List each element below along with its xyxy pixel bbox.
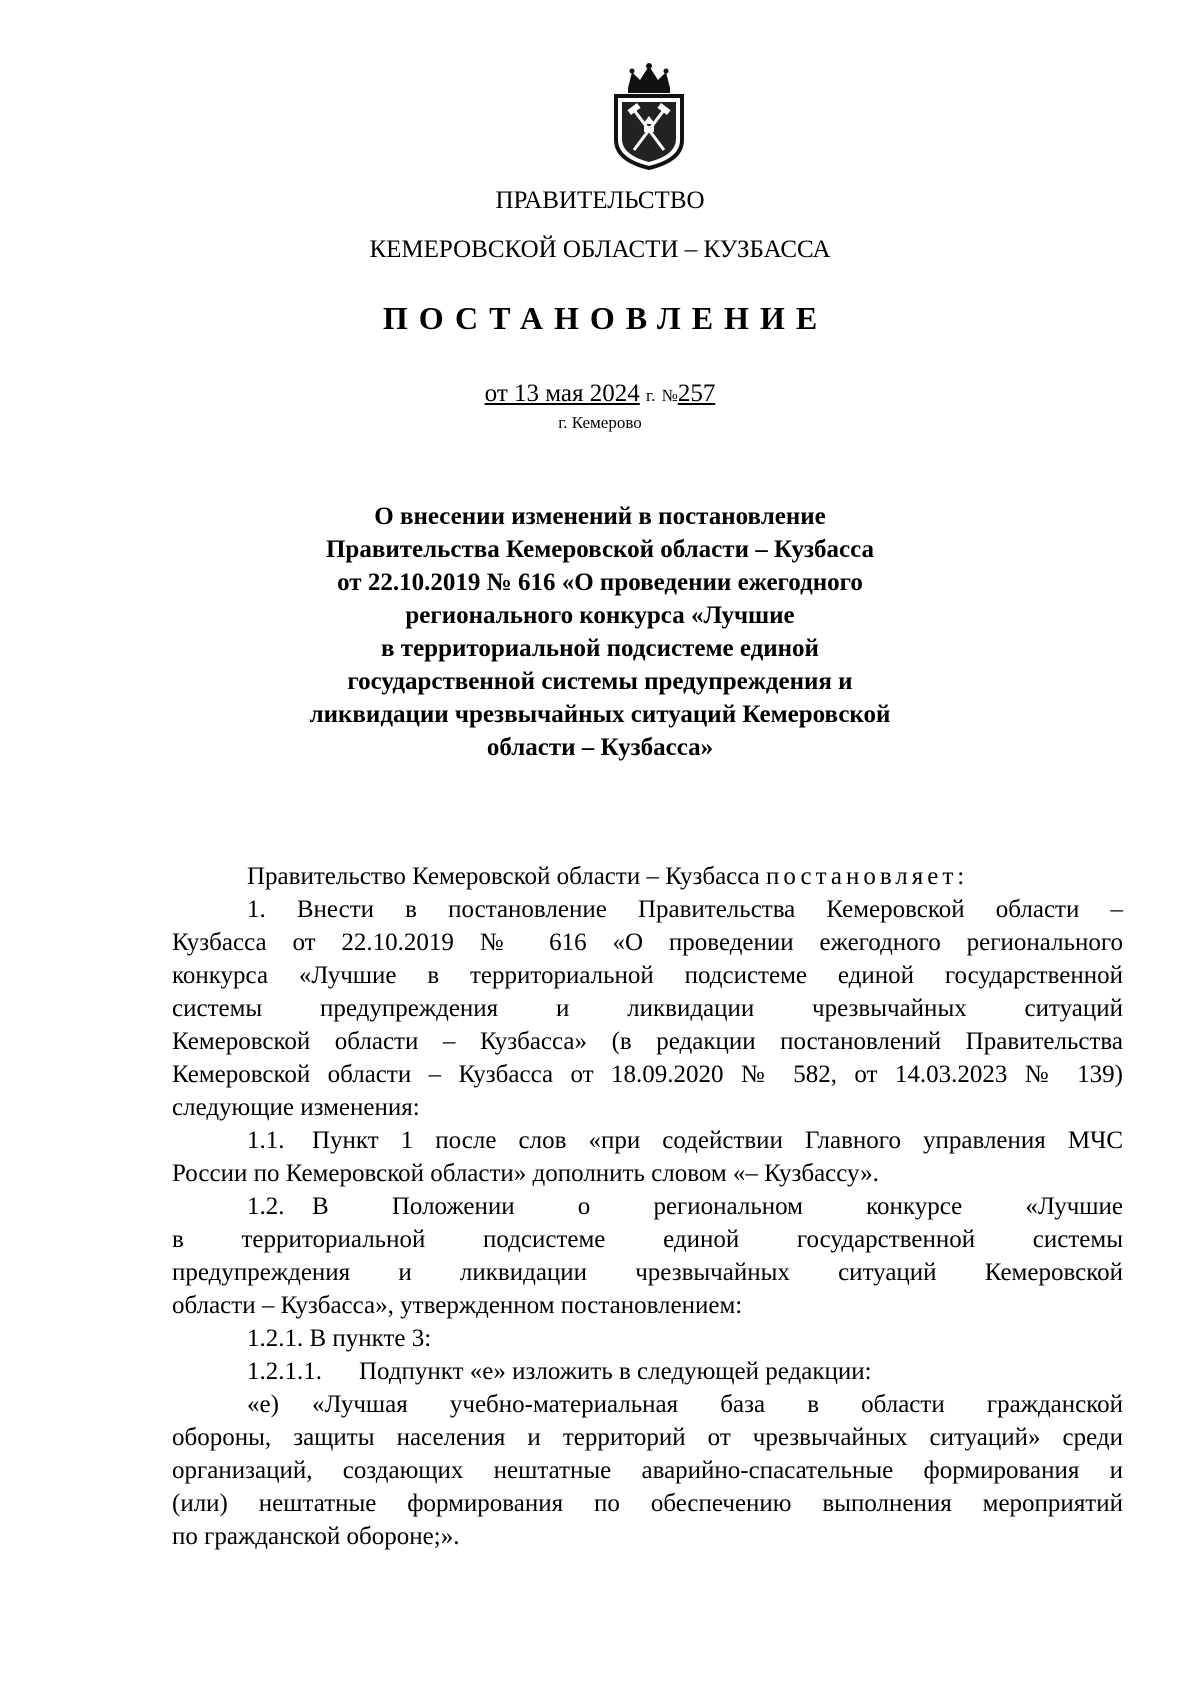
coat-of-arms-emblem	[608, 62, 690, 170]
preamble-spaced-word: постановляет:	[766, 863, 969, 890]
paragraph-1-line: Кузбасса от 22.10.2019 № 616 «О проведении ежегодного регионального	[172, 929, 1123, 956]
title-line: в территориальной подсистеме единой	[381, 635, 819, 662]
subitem-e-line: организаций, создающих нештатные аварийно-спасательные формирования и	[172, 1457, 1123, 1484]
subitem-e-line: «е) «Лучшая учебно-материальная база в области гражданской	[172, 1388, 1123, 1421]
document-body	[172, 860, 1123, 1553]
year-suffix: г.	[646, 386, 656, 405]
paragraph-1-1-line: России по Кемеровской области» дополнить словом «– Кузбассу».	[172, 1160, 879, 1187]
document-title	[0, 500, 1200, 764]
paragraph-1-2-line: области – Кузбасса», утвержденном постановлением:	[172, 1292, 743, 1319]
item-number: 1.1.	[247, 1127, 285, 1154]
subitem-e-line: по гражданской обороне;».	[172, 1523, 460, 1550]
paragraph-1-1-line: 1.1. Пункт 1 после слов «при содействии Главного управления МЧС	[172, 1124, 1123, 1157]
paragraph-1-2-line: 1.2. В Положении о региональном конкурсе «Лучшие	[172, 1190, 1123, 1223]
document-number: 257	[677, 380, 716, 407]
government-name-line2: КЕМЕРОВСКОЙ ОБЛАСТИ – КУЗБАССА	[369, 236, 831, 263]
paragraph-1-line: 1. Внести в постановление Правительства Кемеровской области –	[247, 896, 1123, 923]
item-number: 1.2.1.1.	[247, 1358, 322, 1385]
title-line: О внесении изменений в постановление	[374, 503, 826, 530]
title-line: от 22.10.2019 № 616 «О проведении ежегодного	[337, 569, 863, 596]
number-sign: №	[661, 386, 678, 405]
document-date-number	[0, 380, 1200, 408]
document-city: г. Кемерово	[558, 413, 642, 432]
paragraph-1-line: системы предупреждения и ликвидации чрезвычайных ситуаций	[172, 995, 1123, 1022]
paragraph-1-line: конкурса «Лучшие в территориальной подсистеме единой государственной	[172, 962, 1123, 989]
paragraph-1-line: Кемеровской области – Кузбасса» (в редакции постановлений Правительства	[172, 1028, 1123, 1055]
paragraph-1-line: следующие изменения:	[172, 1094, 420, 1121]
subitem-e-line: обороны, защиты населения и территорий от чрезвычайных ситуаций» среди	[172, 1424, 1123, 1451]
title-line: государственной системы предупреждения и	[347, 668, 853, 695]
title-line: Правительства Кемеровской области – Кузбасса	[325, 536, 875, 563]
title-line: области – Кузбасса»	[486, 734, 714, 761]
subitem-e-line: (или) нештатные формирования по обеспечению выполнения мероприятий	[172, 1490, 1123, 1517]
document-date: от 13 мая 2024	[484, 380, 640, 407]
item-number: «е)	[247, 1391, 279, 1418]
government-name-line1: ПРАВИТЕЛЬСТВО	[495, 187, 705, 214]
paragraph-1-2-line: в территориальной подсистеме единой государственной системы	[172, 1226, 1123, 1253]
paragraph-1-2-line: предупреждения и ликвидации чрезвычайных ситуаций Кемеровской	[172, 1259, 1123, 1286]
paragraph-1-2-1: 1.2.1. В пункте 3:	[247, 1325, 432, 1352]
title-line: регионального конкурса «Лучшие	[405, 602, 795, 629]
paragraph-1-2-1-1: 1.2.1.1. Подпункт «е» изложить в следующей редакции:	[172, 1355, 1123, 1388]
title-line: ликвидации чрезвычайных ситуаций Кемеровской	[309, 701, 891, 728]
preamble: Правительство Кемеровской области – Кузбасса постановляет:	[247, 863, 969, 890]
item-number: 1.2.	[247, 1193, 285, 1220]
document-type-heading: ПОСТАНОВЛЕНИЕ	[382, 300, 829, 336]
paragraph-1-line: Кемеровской области – Кузбасса от 18.09.2020 № 582, от 14.03.2023 № 139)	[172, 1061, 1123, 1088]
